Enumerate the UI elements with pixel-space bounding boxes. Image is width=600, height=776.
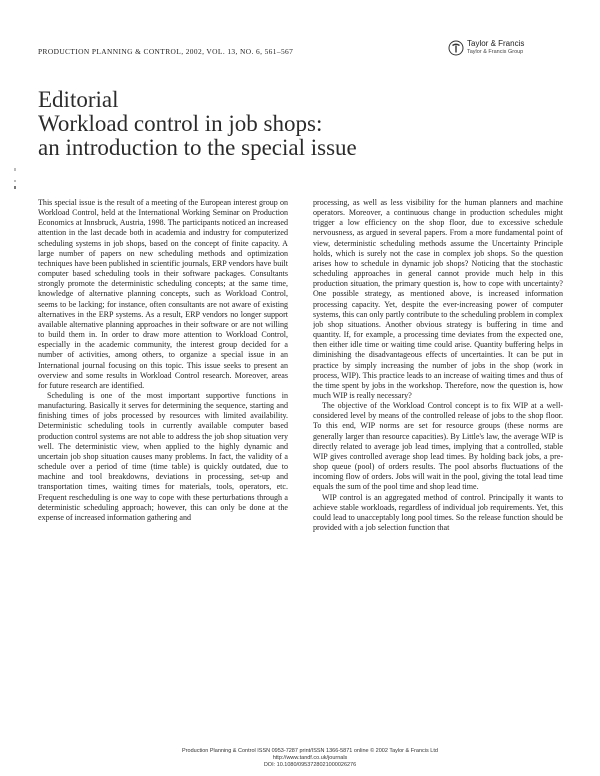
paragraph: The objective of the Workload Control concept is to fix WIP at a well-considered level by means of the controlled release of jobs to the shop floor. To this end, WIP norms are set for resource groups (these norms are generally larger than resource capacities). By Little's law, the average WIP is directly related to average job lead times, implying that a controlled, stable WIP gives controlled average shop lead times. By holding back jobs, a pre-shop queue (pool) of orders results. The pool absorbs fluctuations of the incoming flow of orders. Jobs will wait in the pool, giving the total lead time equals the sum of the pool time and shop lead time. [313, 401, 563, 492]
paragraph: processing, as well as less visibility for the human planners and machine operators. Moreover, a continuous change in production schedules might trigger a low efficiency on the shop floor, due to excessive schedule nervousness, as argued in several papers. From a more fundamental point of view, deterministic scheduling methods assume the Uncertainty Principle holds, which is surely not the case in complex job shops. So the question arises how to schedule in dynamic job shops? Noticing that the stochastic scheduling approaches in general cannot provide much help in this production situation, the primary question is, how to cope with uncertainty? One possible strategy, as mentioned above, is increased information processing capacity. Yet, despite the ever-increasing power of computer systems, this can only partly contribute to the scheduling problem in complex job shop situations. Another obvious strategy is buffering in time and quantity. If, for example, a processing time deviates from the expected one, then either idle time or waiting time could arise. Quantity buffering helps in diminishing the disadvantageous effects of uncertainties. It can be put in practice by simply increasing the number of jobs in the shop (work in process, WIP). This practice leads to an increase of waiting times and thus of the time spent by jobs in the workshop. Therefore, now the question is, how much WIP is really necessary? [313, 198, 563, 400]
title-line-1: Workload control in job shops: [38, 111, 323, 136]
paragraph: Scheduling is one of the most important supportive functions in manufacturing. Basically it serves for determining the sequence, starting and finishing times of jobs processed by resources with limited availability. Deterministic scheduling tools in currently available computer based production control systems are not able to address the job shop situation very well. The deterministic view, when applied to the highly dynamic and uncertain job shop situation causes many problems. In fact, the validity of a schedule over a period of time (time table) is quickly outdated, due to machine and tool breakdowns, deviations in processing, set-up and transportation times, waiting times for materials, tools, operators, etc. Frequent rescheduling is one way to cope with these perturbations through a deterministic scheduling approach; however, this can only be done at the expense of increased information gathering and [38, 390, 288, 522]
publisher-logo-icon [448, 40, 464, 56]
paragraph: WIP control is an aggregated method of control. Principally it wants to achieve stable workloads, regardless of individual job requirements. Yet, this could lead to unacceptably long pool times. So the release function should be provided with a job selection function that [313, 492, 563, 532]
body-column-right [313, 198, 563, 776]
paragraph: This special issue is the result of a meeting of the European interest group on Workload Control, held at the International Working Seminar on Production Economics at Innsbruck, Austria, 1998. The participants noticed an increased attention in the last decade both in academia and industry for computerized scheduling systems in job shops, based on the concept of finite capacity. A large number of papers on new scheduling methods and optimization techniques have been published in scientific journals, ERP vendors have built computer based scheduling tools in their software packages. Consultants strongly promote the deterministic scheduling concepts; at the same time, knowledge of alternative planning concepts, such as Workload Control, seems to be lacking; for instance, often consultants are not aware of existing alternatives in the ERP systems. As a result, ERP vendors no longer support available alternative planning approaches in their software or are not willing to build them in. In order to draw more attention to Workload Control, especially in the academic community, the interest group decided for a number of activities, among others, to organize a special issue in an International journal focusing on this topic. This issue seeks to present an overview and some results in Workload Control research. Moreover, areas for future research are identified. [38, 198, 288, 390]
section-label: Editorial [38, 87, 119, 112]
publisher-name: Taylor & Francis [467, 39, 525, 48]
title-line-2: an introduction to the special issue [38, 135, 357, 160]
margin-mark [13, 168, 18, 190]
journal-running-head: PRODUCTION PLANNING & CONTROL, 2002, VOL. 13, NO. 6, 561–567 [38, 47, 294, 56]
body-column-left [38, 198, 288, 776]
footer-url: http://www.tandf.co.uk/journals [272, 755, 348, 761]
publisher-group: Taylor & Francis Group [467, 49, 524, 55]
page-footer [150, 748, 470, 769]
article-title [38, 112, 357, 160]
publisher-block [448, 38, 558, 60]
footer-copyright: Production Planning & Control ISSN 0953-7287 print/ISSN 1366-5871 online © 2002 Taylor & Francis Ltd [182, 748, 438, 754]
footer-doi: DOI: 10.1080/0953728021000026276 [263, 762, 357, 768]
